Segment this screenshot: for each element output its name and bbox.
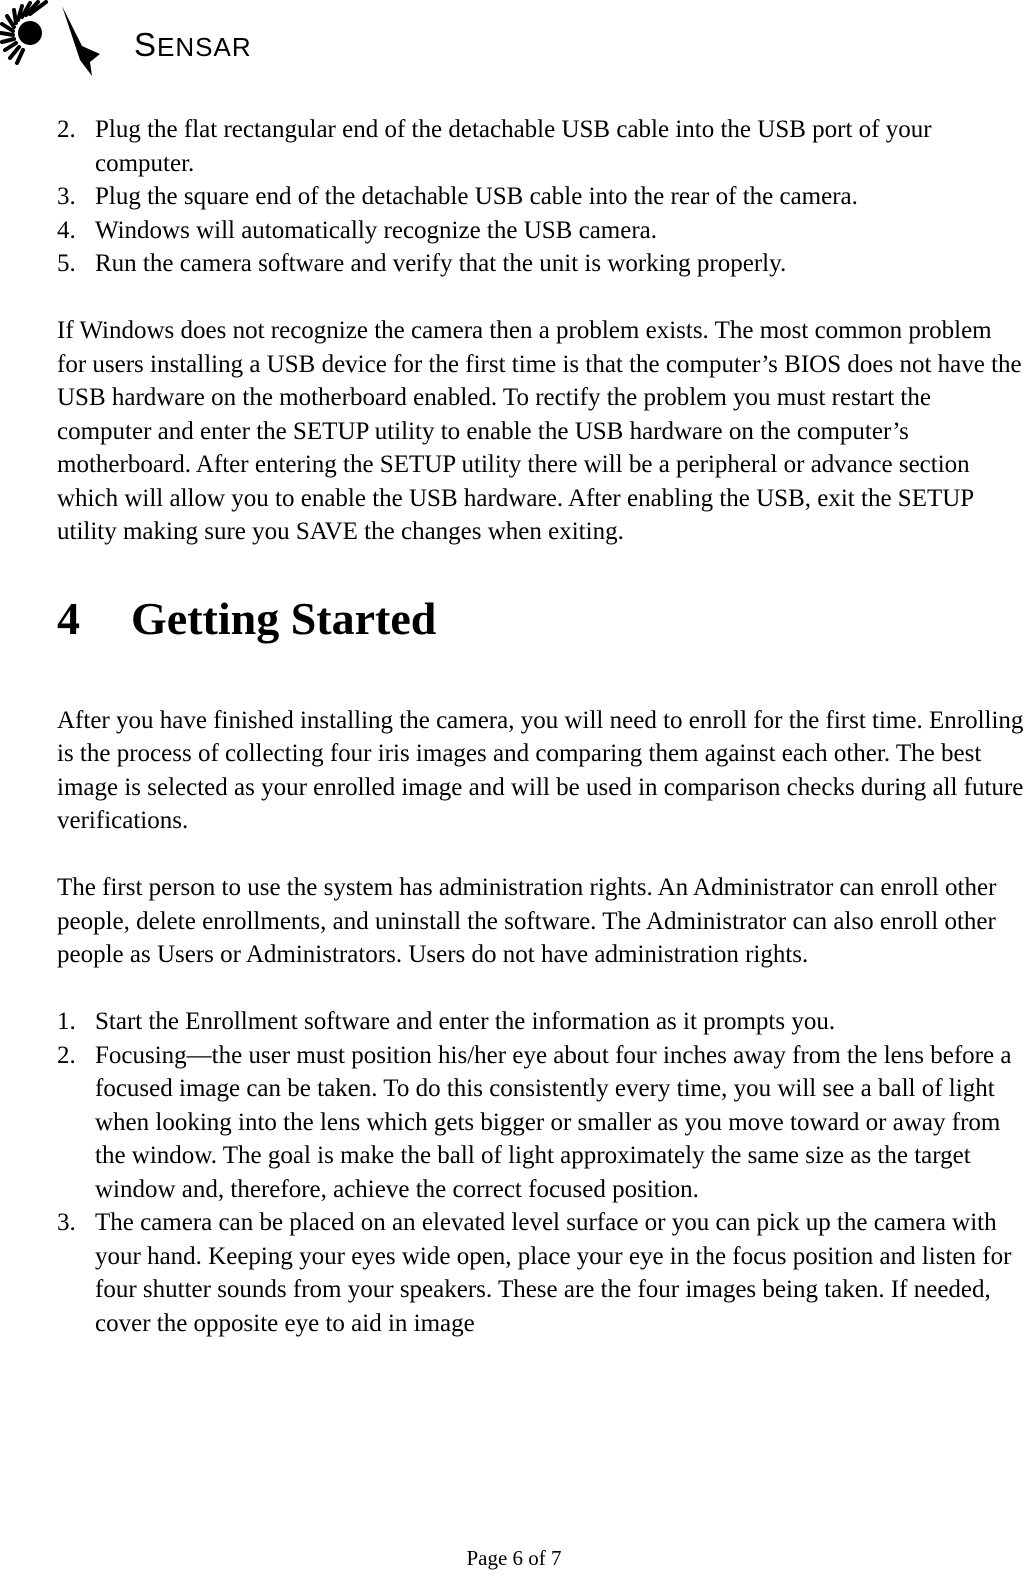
list-item: 5. Run the camera software and verify that the unit is working properly.	[57, 250, 787, 277]
enrollment-steps-list	[57, 1005, 1027, 1340]
brand-name: SENSAR	[134, 26, 252, 63]
list-item: 2. Plug the flat rectangular end of the detachable USB cable into the USB port of your computer.	[57, 116, 932, 177]
list-item: 1. Start the Enrollment software and enter the information as it prompts you.	[57, 1008, 836, 1035]
section-title: Getting Started	[131, 592, 437, 644]
sunburst-logo-icon	[0, 0, 120, 80]
section-heading	[57, 589, 1027, 649]
list-item: 3. Plug the square end of the detachable USB cable into the rear of the camera.	[57, 183, 858, 210]
install-steps-list	[57, 113, 1027, 281]
list-item: 3. The camera can be placed on an elevated level surface or you can pick up the camera with your hand. Keeping your eyes wide open, place your eye in the focus position and listen for four shutter sounds from your speakers. These are the four images being taken. If needed, cover the opposite eye to aid in image	[57, 1209, 1012, 1337]
header-logo	[0, 0, 290, 80]
section-number: 4	[57, 592, 80, 644]
list-item: 4. Windows will automatically recognize the USB camera.	[57, 216, 658, 244]
usb-troubleshooting-paragraph: If Windows does not recognize the camera then a problem exists. The most common problem for users installing a USB device for the first time is that the computer’s BIOS does not have the USB hardware on the motherboard enabled. To rectify the problem you must restart the computer and enter the SETUP utility to enable the USB hardware on the computer’s motherboard. After entering the SETUP utility there will be a peripheral or advance section which will allow you to enable the USB hardware. After enabling the USB, exit the SETUP utility making sure you SAVE the changes when exiting.	[57, 317, 1022, 545]
page-number-footer: Page 6 of 7	[466, 1546, 562, 1570]
list-item: 2. Focusing—the user must position his/her eye about four inches away from the lens before a focused image can be taken. To do this consistently every time, you will see a ball of light when looking into the lens which gets bigger or smaller as you move toward or away from the window. The goal is make the ball of light approximately the same size as the target window and, therefore, achieve the correct focused position.	[57, 1041, 1012, 1203]
document-body	[57, 113, 1027, 1340]
enroll-intro-paragraph: After you have finished installing the camera, you will need to enroll for the first time. Enrolling is the process of collecting four iris images and comparing them against each other. The best image is selected as your enrolled image and will be used in comparison checks during all future verifications.	[57, 706, 1024, 834]
admin-rights-paragraph: The first person to use the system has administration rights. An Administrator can enroll other people, delete enrollments, and uninstall the software. The Administrator can also enroll other people as Users or Administrators. Users do not have administration rights.	[57, 874, 997, 968]
